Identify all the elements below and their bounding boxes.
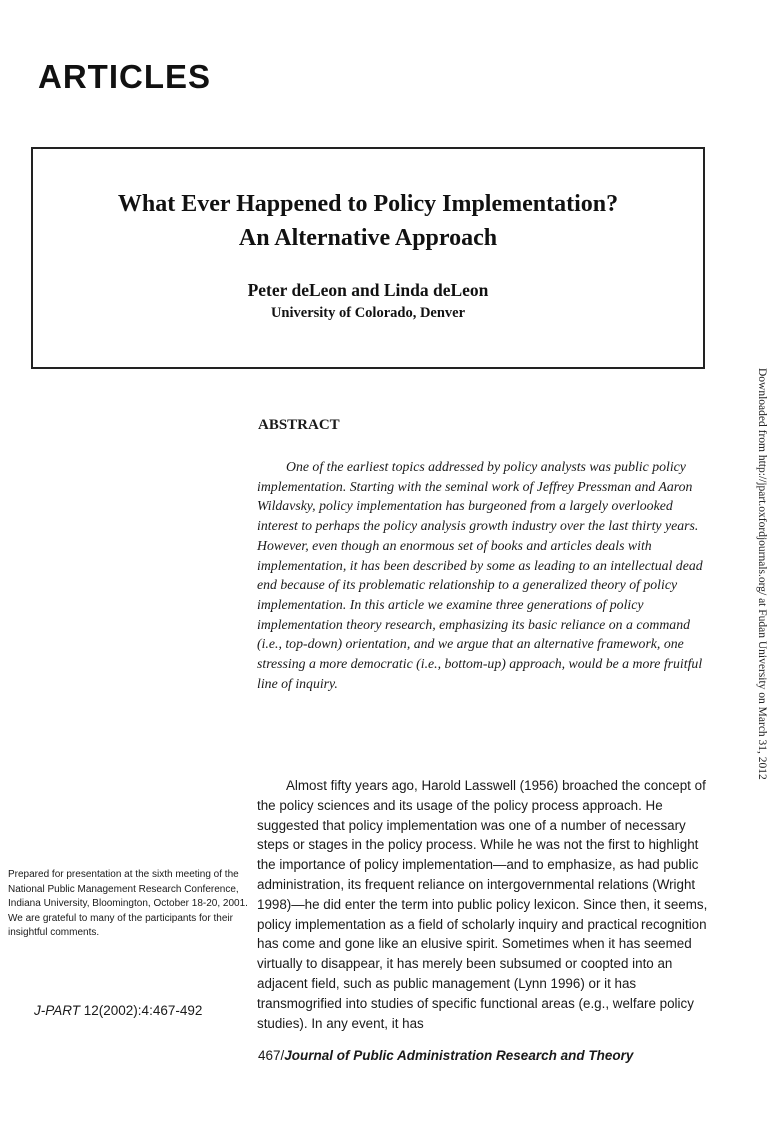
author-affiliation: University of Colorado, Denver	[270, 305, 466, 321]
article-title-line-1: What Ever Happened to Policy Implementation?	[117, 191, 619, 217]
article-title-line-2: An Alternative Approach	[238, 225, 498, 251]
article-authors: Peter deLeon and Linda deLeon	[247, 280, 489, 300]
citation-journal: J-PART	[34, 1003, 81, 1018]
section-heading: ARTICLES	[38, 58, 211, 95]
citation-ref: 12(2002):4:467-492	[80, 1003, 203, 1018]
journal-citation	[34, 1003, 202, 1018]
acknowledgment-sidenote: Prepared for presentation at the sixth meeting of the National Public Management Research Conference, Indiana University, Bloomington, October 18-20, 2001. We are grateful to many of the participants for their insightful comments.	[8, 869, 248, 939]
abstract-heading: ABSTRACT	[258, 417, 340, 433]
footer-journal: Journal of Public Administration Research and Theory	[284, 1048, 634, 1063]
download-margin-note	[752, 368, 774, 780]
title-box	[31, 147, 705, 369]
abstract-text: One of the earliest topics addressed by policy analysts was public policy implementation. Starting with the seminal work of Jeffrey Pressman and Aaron Wildavsky, policy implementation has burgeoned from a largely overlooked interest to perhaps the policy analysis growth industry over the last thirty years. However, even though an enormous set of books and articles deals with implementation, it has been described by some as leading to an intellectual dead end because of its problematic relationship to a generalized theory of policy implementation. In this article we examine three generations of policy implementation theory research, emphasizing its basic reliance on a command (i.e., top-down) orientation, and we argue that an alternative framework, one stressing a more democratic (i.e., bottom-up) approach, would be a more fruitful line of inquiry.	[257, 459, 703, 691]
article-title	[33, 187, 703, 255]
page-footer	[258, 1048, 633, 1063]
body-paragraph: Almost fifty years ago, Harold Lasswell (1956) broached the concept of the policy sciences and its usage of the policy process approach. He suggested that policy implementation was one of a number of necessary steps or stages in the policy process. While he was not the first to highlight the importance of policy implementation—and to emphasize, as had public administration, its frequent reliance on intergovernmental relations (Wright 1998)—he did enter the term into public policy lexicon. Since then, it seems, policy implementation as a field of scholarly inquiry and practical recognition has come and gone like an elusive spirit. Sometimes when it has seemed virtually to disappear, it has merely been subsumed or coopted into an adjacent field, such as public management (Lynn 1996) or it has transmogrified into studies of specific functional areas (e.g., welfare policy studies). In any event, it has	[257, 778, 708, 1031]
page-number: 467/	[258, 1048, 285, 1063]
download-margin-note-text: Downloaded from http://jpart.oxfordjournals.org/ at Fudan University on March 31, 2012	[756, 368, 768, 780]
